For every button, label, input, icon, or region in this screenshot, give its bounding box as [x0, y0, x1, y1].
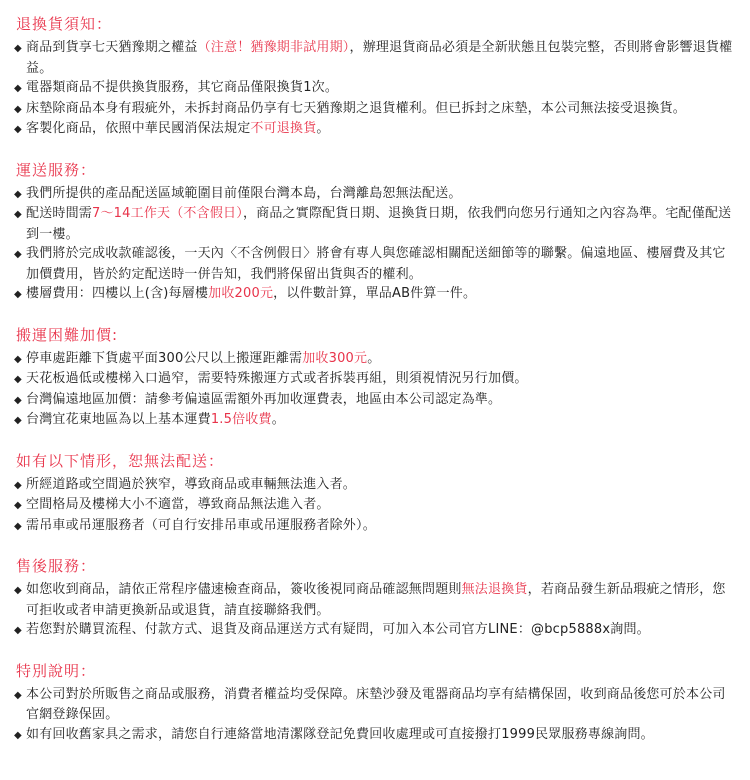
diamond-bullet-icon: ◆	[14, 689, 22, 701]
section-title: 運送服務：	[16, 160, 97, 179]
body-text: ，若商品發生新品瑕疵之情形，您可拒收或者申請更換新品或退貨，請直接聯絡我們。	[26, 582, 726, 618]
diamond-bullet-icon: ◆	[14, 585, 22, 596]
list-item	[10, 410, 736, 431]
highlight-text: 1.5倍收費	[210, 412, 272, 427]
highlight-text: （注意！猶豫期非試用期）	[197, 40, 350, 55]
list-item	[10, 99, 736, 120]
list-item	[10, 119, 736, 140]
body-text: 我們將於完成收款確認後，一天內〈不含例假日〉將會有專人與您確認相關配送細節等的聯繫。偏遠地區、樓層費及其它加價費用，皆於約定配送時一併告知，我們將保留出貨與否的權利。	[26, 246, 726, 282]
section-title: 搬運困難加價:	[16, 325, 119, 344]
diamond-bullet-icon: ◆	[14, 394, 22, 406]
diamond-bullet-icon: ◆	[14, 209, 22, 220]
list-item	[10, 495, 736, 516]
body-text: 。	[367, 350, 381, 366]
highlight-text: 無法退換貨	[461, 582, 528, 597]
section-special-notes	[10, 661, 736, 746]
section-after-sales	[10, 556, 736, 641]
section-no-delivery	[10, 451, 736, 537]
list-item	[10, 516, 736, 537]
diamond-bullet-icon: ◆	[14, 289, 22, 300]
diamond-bullet-icon: ◆	[14, 729, 22, 741]
body-text: 若您對於購買流程、付款方式、退貨及商品運送方式有疑問，可加入本公司官方LINE：@bcp5888x詢問。	[26, 622, 650, 637]
body-text: 。	[271, 412, 285, 427]
list-item	[10, 204, 736, 244]
diamond-bullet-icon: ◆	[14, 103, 22, 115]
body-text: 如有回收舊家具之需求，請您自行連絡當地清潔隊登記免費回收處理或可直接撥打1999民眾服務專線詢問。	[26, 726, 654, 742]
body-text: 台灣宜花東地區為以上基本運費	[26, 412, 211, 427]
body-text: ，商品之實際配貨日期、退換貨日期，依我們向您另行通知之內容為準。宅配僅配送到一樓。	[26, 206, 732, 242]
list-item	[10, 284, 736, 305]
body-text: 台灣偏遠地區加價：請參考偏遠區需額外再加收運費表，地區由本公司認定為準。	[26, 391, 502, 407]
section-title: 如有以下情形，恕無法配送：	[16, 451, 225, 470]
diamond-bullet-icon: ◆	[14, 43, 22, 54]
section-returns	[10, 14, 736, 140]
body-text: 如您收到商品，請依正常程序儘速檢查商品，簽收後視同商品確認無問題則	[26, 582, 462, 597]
body-text: 床墊除商品本身有瑕疵外，未拆封商品仍享有七天猶豫期之退貨權利。但已拆封之床墊，本公司無法接受退換貨。	[26, 100, 687, 116]
diamond-bullet-icon: ◆	[14, 249, 22, 260]
diamond-bullet-icon: ◆	[14, 415, 22, 426]
body-text: ，辦理退貨商品必須是全新狀態且包裝完整，否則將會影響退貨權益。	[26, 40, 733, 76]
body-text: 商品到貨享七天猶豫期之權益	[26, 40, 198, 55]
body-text: 我們所提供的產品配送區域範圍目前僅限台灣本島，台灣離島恕無法配送。	[26, 185, 462, 201]
section-title: 特別說明：	[16, 661, 97, 680]
list-item	[10, 725, 736, 746]
section-title: 售後服務：	[16, 557, 97, 575]
highlight-text: 加收200元	[208, 286, 274, 301]
body-text: 樓層費用：四樓以上(含)每層樓	[26, 286, 209, 301]
diamond-bullet-icon: ◆	[14, 83, 22, 94]
diamond-bullet-icon: ◆	[14, 625, 22, 636]
diamond-bullet-icon: ◆	[14, 520, 22, 532]
list-item	[10, 685, 736, 725]
body-text: 停車處距離下貨處平面300公尺以上搬運距離需	[26, 350, 303, 366]
list-item	[10, 475, 736, 496]
list-item	[10, 244, 736, 284]
diamond-bullet-icon: ◆	[14, 374, 22, 385]
list-item	[10, 38, 736, 78]
list-item	[10, 580, 736, 620]
body-text: 電器類商品不提供換貨服務，其它商品僅限換貨1次。	[26, 80, 339, 95]
diamond-bullet-icon: ◆	[14, 188, 22, 200]
diamond-bullet-icon: ◆	[14, 500, 22, 511]
diamond-bullet-icon: ◆	[14, 353, 22, 365]
list-item	[10, 349, 736, 370]
list-item	[10, 184, 736, 205]
body-text: 。	[316, 121, 330, 136]
list-item	[10, 369, 736, 390]
highlight-text: 7～14工作天（不含假日）	[92, 206, 243, 221]
body-text: 本公司對於所販售之商品或服務，消費者權益均受保障。床墊沙發及電器商品均享有結構保固，收到商品後您可於本公司官網登錄保固。	[26, 686, 726, 722]
highlight-text: 加收300元	[302, 350, 368, 366]
body-text: 需吊車或吊運服務者（可自行安排吊車或吊運服務者除外）。	[26, 517, 376, 533]
body-text: 配送時間需	[26, 206, 93, 221]
body-text: ，以件數計算，單品AB件算一件。	[273, 286, 477, 301]
section-shipping	[10, 160, 736, 305]
diamond-bullet-icon: ◆	[14, 124, 22, 135]
body-text: 天花板過低或樓梯入口過窄，需要特殊搬運方式或者拆裝再組，則須視情況另行加價。	[26, 371, 528, 386]
body-text: 空間格局及樓梯大小不適當，導致商品無法進入者。	[26, 497, 330, 512]
section-handling-surcharge	[10, 325, 736, 431]
list-item	[10, 620, 736, 641]
section-title: 退換貨須知：	[16, 15, 113, 33]
highlight-text: 不可退換貨	[250, 121, 317, 136]
diamond-bullet-icon: ◆	[14, 479, 22, 491]
list-item	[10, 78, 736, 99]
list-item	[10, 390, 736, 411]
body-text: 客製化商品，依照中華民國消保法規定	[26, 121, 251, 136]
body-text: 所經道路或空間過於狹窄，導致商品或車輛無法進入者。	[26, 476, 357, 492]
